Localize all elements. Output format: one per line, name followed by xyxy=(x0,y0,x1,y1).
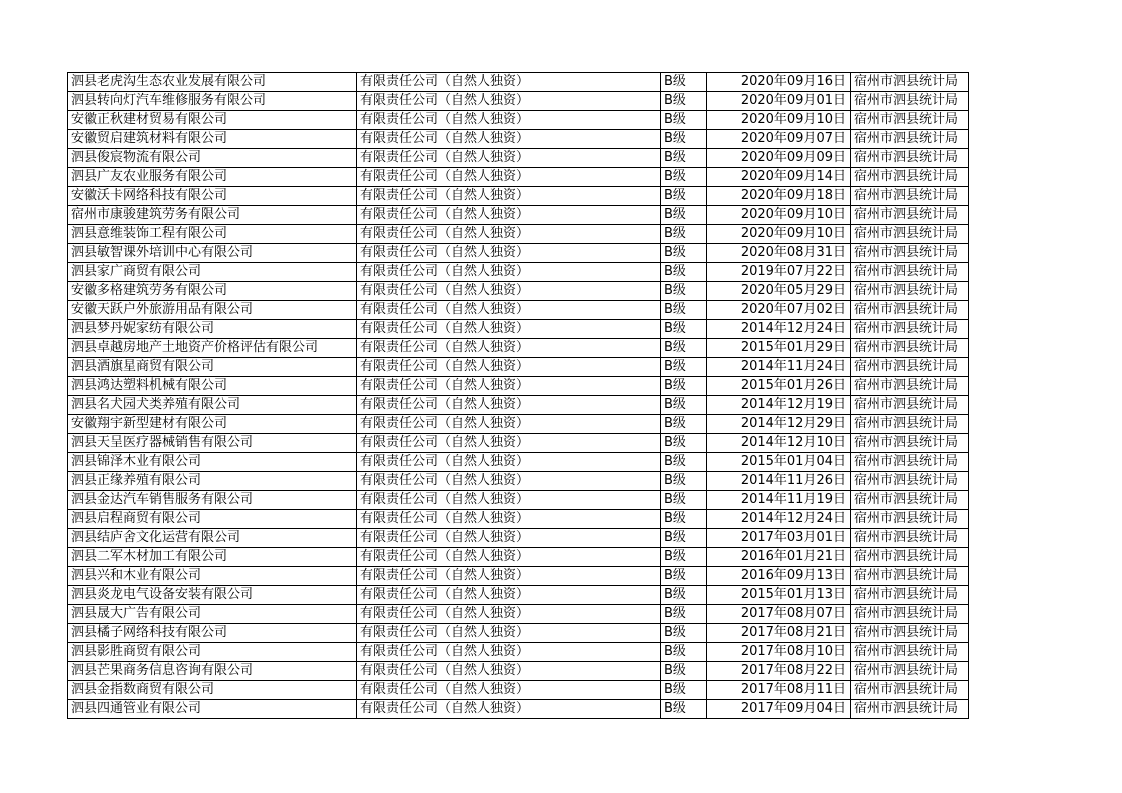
credit-grade-cell: B级 xyxy=(661,434,707,453)
authority-cell: 宿州市泗县统计局 xyxy=(851,529,969,548)
company-type-cell: 有限责任公司（自然人独资） xyxy=(357,339,661,358)
authority-cell: 宿州市泗县统计局 xyxy=(851,453,969,472)
table-row xyxy=(68,624,969,643)
credit-grade-cell: B级 xyxy=(661,187,707,206)
authority-cell: 宿州市泗县统计局 xyxy=(851,244,969,263)
date-cell: 2014年12月29日 xyxy=(707,415,851,434)
company-type-cell: 有限责任公司（自然人独资） xyxy=(357,434,661,453)
table-row xyxy=(68,187,969,206)
date-cell: 2017年08月07日 xyxy=(707,605,851,624)
authority-cell: 宿州市泗县统计局 xyxy=(851,605,969,624)
credit-grade-cell: B级 xyxy=(661,643,707,662)
credit-grade-cell: B级 xyxy=(661,168,707,187)
authority-cell: 宿州市泗县统计局 xyxy=(851,282,969,301)
company-type-cell: 有限责任公司（自然人独资） xyxy=(357,92,661,111)
table-row xyxy=(68,358,969,377)
table-row xyxy=(68,700,969,719)
company-name-cell: 泗县意维装饰工程有限公司 xyxy=(68,225,357,244)
table-row xyxy=(68,396,969,415)
authority-cell: 宿州市泗县统计局 xyxy=(851,548,969,567)
credit-grade-cell: B级 xyxy=(661,225,707,244)
credit-grade-cell: B级 xyxy=(661,700,707,719)
credit-grade-cell: B级 xyxy=(661,111,707,130)
date-cell: 2015年01月13日 xyxy=(707,586,851,605)
company-name-cell: 泗县酒旗星商贸有限公司 xyxy=(68,358,357,377)
company-type-cell: 有限责任公司（自然人独资） xyxy=(357,377,661,396)
company-name-cell: 泗县转向灯汽车维修服务有限公司 xyxy=(68,92,357,111)
company-name-cell: 泗县家广商贸有限公司 xyxy=(68,263,357,282)
table-row xyxy=(68,377,969,396)
company-name-cell: 泗县广友农业服务有限公司 xyxy=(68,168,357,187)
date-cell: 2014年11月26日 xyxy=(707,472,851,491)
authority-cell: 宿州市泗县统计局 xyxy=(851,377,969,396)
date-cell: 2020年09月10日 xyxy=(707,111,851,130)
table-row xyxy=(68,149,969,168)
authority-cell: 宿州市泗县统计局 xyxy=(851,472,969,491)
table-row xyxy=(68,567,969,586)
company-name-cell: 安徽贸启建筑材料有限公司 xyxy=(68,130,357,149)
authority-cell: 宿州市泗县统计局 xyxy=(851,130,969,149)
credit-grade-cell: B级 xyxy=(661,377,707,396)
authority-cell: 宿州市泗县统计局 xyxy=(851,168,969,187)
company-type-cell: 有限责任公司（自然人独资） xyxy=(357,643,661,662)
date-cell: 2020年09月01日 xyxy=(707,92,851,111)
date-cell: 2017年08月10日 xyxy=(707,643,851,662)
authority-cell: 宿州市泗县统计局 xyxy=(851,301,969,320)
credit-grade-cell: B级 xyxy=(661,149,707,168)
credit-grade-cell: B级 xyxy=(661,472,707,491)
table-row xyxy=(68,415,969,434)
date-cell: 2020年08月31日 xyxy=(707,244,851,263)
authority-cell: 宿州市泗县统计局 xyxy=(851,73,969,92)
authority-cell: 宿州市泗县统计局 xyxy=(851,320,969,339)
date-cell: 2020年09月10日 xyxy=(707,225,851,244)
credit-grade-cell: B级 xyxy=(661,453,707,472)
date-cell: 2020年09月14日 xyxy=(707,168,851,187)
company-name-cell: 泗县四通管业有限公司 xyxy=(68,700,357,719)
company-name-cell: 安徽多格建筑劳务有限公司 xyxy=(68,282,357,301)
date-cell: 2015年01月29日 xyxy=(707,339,851,358)
date-cell: 2015年01月26日 xyxy=(707,377,851,396)
table-row xyxy=(68,472,969,491)
authority-cell: 宿州市泗县统计局 xyxy=(851,339,969,358)
authority-cell: 宿州市泗县统计局 xyxy=(851,263,969,282)
credit-grade-cell: B级 xyxy=(661,339,707,358)
authority-cell: 宿州市泗县统计局 xyxy=(851,624,969,643)
authority-cell: 宿州市泗县统计局 xyxy=(851,206,969,225)
authority-cell: 宿州市泗县统计局 xyxy=(851,567,969,586)
authority-cell: 宿州市泗县统计局 xyxy=(851,700,969,719)
authority-cell: 宿州市泗县统计局 xyxy=(851,434,969,453)
company-name-cell: 宿州市康骏建筑劳务有限公司 xyxy=(68,206,357,225)
credit-grade-cell: B级 xyxy=(661,605,707,624)
company-name-cell: 泗县俊宸物流有限公司 xyxy=(68,149,357,168)
table-row xyxy=(68,282,969,301)
company-name-cell: 泗县锦泽木业有限公司 xyxy=(68,453,357,472)
table-row xyxy=(68,244,969,263)
company-name-cell: 泗县芒果商务信息咨询有限公司 xyxy=(68,662,357,681)
company-type-cell: 有限责任公司（自然人独资） xyxy=(357,168,661,187)
table-row xyxy=(68,73,969,92)
company-name-cell: 安徽天跃户外旅游用品有限公司 xyxy=(68,301,357,320)
authority-cell: 宿州市泗县统计局 xyxy=(851,415,969,434)
company-name-cell: 泗县梦丹妮家纺有限公司 xyxy=(68,320,357,339)
company-name-cell: 泗县鸿达塑料机械有限公司 xyxy=(68,377,357,396)
table-row xyxy=(68,339,969,358)
credit-grade-cell: B级 xyxy=(661,282,707,301)
company-type-cell: 有限责任公司（自然人独资） xyxy=(357,605,661,624)
company-type-cell: 有限责任公司（自然人独资） xyxy=(357,396,661,415)
date-cell: 2020年09月18日 xyxy=(707,187,851,206)
table-row xyxy=(68,263,969,282)
date-cell: 2014年12月19日 xyxy=(707,396,851,415)
date-cell: 2016年09月13日 xyxy=(707,567,851,586)
credit-grade-cell: B级 xyxy=(661,491,707,510)
company-type-cell: 有限责任公司（自然人独资） xyxy=(357,187,661,206)
company-name-cell: 泗县敏智课外培训中心有限公司 xyxy=(68,244,357,263)
table-row xyxy=(68,643,969,662)
credit-grade-cell: B级 xyxy=(661,320,707,339)
company-name-cell: 安徽沃卡网络科技有限公司 xyxy=(68,187,357,206)
company-type-cell: 有限责任公司（自然人独资） xyxy=(357,111,661,130)
date-cell: 2019年07月22日 xyxy=(707,263,851,282)
company-type-cell: 有限责任公司（自然人独资） xyxy=(357,624,661,643)
date-cell: 2017年08月22日 xyxy=(707,662,851,681)
authority-cell: 宿州市泗县统计局 xyxy=(851,111,969,130)
credit-grade-cell: B级 xyxy=(661,358,707,377)
company-type-cell: 有限责任公司（自然人独资） xyxy=(357,548,661,567)
company-name-cell: 泗县炎龙电气设备安装有限公司 xyxy=(68,586,357,605)
date-cell: 2017年08月21日 xyxy=(707,624,851,643)
table-row xyxy=(68,510,969,529)
authority-cell: 宿州市泗县统计局 xyxy=(851,662,969,681)
authority-cell: 宿州市泗县统计局 xyxy=(851,510,969,529)
date-cell: 2020年09月10日 xyxy=(707,206,851,225)
authority-cell: 宿州市泗县统计局 xyxy=(851,586,969,605)
company-name-cell: 泗县金指数商贸有限公司 xyxy=(68,681,357,700)
company-name-cell: 泗县晟大广告有限公司 xyxy=(68,605,357,624)
credit-grade-cell: B级 xyxy=(661,624,707,643)
table-row xyxy=(68,92,969,111)
company-type-cell: 有限责任公司（自然人独资） xyxy=(357,662,661,681)
date-cell: 2014年11月24日 xyxy=(707,358,851,377)
company-type-cell: 有限责任公司（自然人独资） xyxy=(357,681,661,700)
table-row xyxy=(68,586,969,605)
table-row xyxy=(68,662,969,681)
company-type-cell: 有限责任公司（自然人独资） xyxy=(357,244,661,263)
table-row xyxy=(68,605,969,624)
credit-grade-cell: B级 xyxy=(661,263,707,282)
credit-grade-cell: B级 xyxy=(661,92,707,111)
credit-grade-cell: B级 xyxy=(661,586,707,605)
table-row xyxy=(68,130,969,149)
table-row xyxy=(68,320,969,339)
date-cell: 2014年11月19日 xyxy=(707,491,851,510)
company-type-cell: 有限责任公司（自然人独资） xyxy=(357,225,661,244)
company-name-cell: 泗县二军木材加工有限公司 xyxy=(68,548,357,567)
table-row xyxy=(68,453,969,472)
date-cell: 2020年09月16日 xyxy=(707,73,851,92)
company-type-cell: 有限责任公司（自然人独资） xyxy=(357,263,661,282)
credit-rating-table xyxy=(67,72,969,719)
authority-cell: 宿州市泗县统计局 xyxy=(851,149,969,168)
company-type-cell: 有限责任公司（自然人独资） xyxy=(357,282,661,301)
company-name-cell: 泗县天呈医疗器械销售有限公司 xyxy=(68,434,357,453)
company-name-cell: 泗县金达汽车销售服务有限公司 xyxy=(68,491,357,510)
company-type-cell: 有限责任公司（自然人独资） xyxy=(357,73,661,92)
credit-grade-cell: B级 xyxy=(661,73,707,92)
company-name-cell: 泗县兴和木业有限公司 xyxy=(68,567,357,586)
credit-grade-cell: B级 xyxy=(661,662,707,681)
company-name-cell: 泗县正缘养殖有限公司 xyxy=(68,472,357,491)
date-cell: 2017年09月04日 xyxy=(707,700,851,719)
company-name-cell: 泗县卓越房地产土地资产价格评估有限公司 xyxy=(68,339,357,358)
company-name-cell: 安徽正秋建材贸易有限公司 xyxy=(68,111,357,130)
company-type-cell: 有限责任公司（自然人独资） xyxy=(357,415,661,434)
date-cell: 2017年03月01日 xyxy=(707,529,851,548)
date-cell: 2017年08月11日 xyxy=(707,681,851,700)
credit-grade-cell: B级 xyxy=(661,567,707,586)
date-cell: 2020年05月29日 xyxy=(707,282,851,301)
company-type-cell: 有限责任公司（自然人独资） xyxy=(357,472,661,491)
company-type-cell: 有限责任公司（自然人独资） xyxy=(357,510,661,529)
company-type-cell: 有限责任公司（自然人独资） xyxy=(357,206,661,225)
authority-cell: 宿州市泗县统计局 xyxy=(851,358,969,377)
company-type-cell: 有限责任公司（自然人独资） xyxy=(357,453,661,472)
table-row xyxy=(68,491,969,510)
company-name-cell: 安徽翔宇新型建材有限公司 xyxy=(68,415,357,434)
authority-cell: 宿州市泗县统计局 xyxy=(851,643,969,662)
company-type-cell: 有限责任公司（自然人独资） xyxy=(357,586,661,605)
date-cell: 2020年09月07日 xyxy=(707,130,851,149)
company-type-cell: 有限责任公司（自然人独资） xyxy=(357,149,661,168)
company-name-cell: 泗县橘子网络科技有限公司 xyxy=(68,624,357,643)
authority-cell: 宿州市泗县统计局 xyxy=(851,187,969,206)
table-row xyxy=(68,548,969,567)
table-body xyxy=(68,73,969,719)
company-type-cell: 有限责任公司（自然人独资） xyxy=(357,130,661,149)
authority-cell: 宿州市泗县统计局 xyxy=(851,92,969,111)
authority-cell: 宿州市泗县统计局 xyxy=(851,225,969,244)
company-name-cell: 泗县影胜商贸有限公司 xyxy=(68,643,357,662)
credit-grade-cell: B级 xyxy=(661,301,707,320)
date-cell: 2014年12月24日 xyxy=(707,320,851,339)
company-type-cell: 有限责任公司（自然人独资） xyxy=(357,529,661,548)
table-row xyxy=(68,225,969,244)
company-name-cell: 泗县老虎沟生态农业发展有限公司 xyxy=(68,73,357,92)
authority-cell: 宿州市泗县统计局 xyxy=(851,681,969,700)
company-name-cell: 泗县结庐舍文化运营有限公司 xyxy=(68,529,357,548)
credit-grade-cell: B级 xyxy=(661,548,707,567)
authority-cell: 宿州市泗县统计局 xyxy=(851,491,969,510)
table-row xyxy=(68,529,969,548)
company-type-cell: 有限责任公司（自然人独资） xyxy=(357,491,661,510)
table-row xyxy=(68,434,969,453)
company-type-cell: 有限责任公司（自然人独资） xyxy=(357,358,661,377)
date-cell: 2016年01月21日 xyxy=(707,548,851,567)
table-row xyxy=(68,111,969,130)
company-name-cell: 泗县名犬园犬类养殖有限公司 xyxy=(68,396,357,415)
credit-grade-cell: B级 xyxy=(661,130,707,149)
credit-grade-cell: B级 xyxy=(661,206,707,225)
credit-grade-cell: B级 xyxy=(661,244,707,263)
company-type-cell: 有限责任公司（自然人独资） xyxy=(357,320,661,339)
date-cell: 2020年07月02日 xyxy=(707,301,851,320)
company-type-cell: 有限责任公司（自然人独资） xyxy=(357,567,661,586)
table-row xyxy=(68,206,969,225)
date-cell: 2015年01月04日 xyxy=(707,453,851,472)
date-cell: 2014年12月24日 xyxy=(707,510,851,529)
credit-grade-cell: B级 xyxy=(661,529,707,548)
table-row xyxy=(68,681,969,700)
date-cell: 2014年12月10日 xyxy=(707,434,851,453)
credit-grade-cell: B级 xyxy=(661,681,707,700)
table-row xyxy=(68,301,969,320)
company-type-cell: 有限责任公司（自然人独资） xyxy=(357,700,661,719)
credit-grade-cell: B级 xyxy=(661,415,707,434)
company-name-cell: 泗县启程商贸有限公司 xyxy=(68,510,357,529)
credit-grade-cell: B级 xyxy=(661,396,707,415)
table-row xyxy=(68,168,969,187)
authority-cell: 宿州市泗县统计局 xyxy=(851,396,969,415)
company-type-cell: 有限责任公司（自然人独资） xyxy=(357,301,661,320)
credit-grade-cell: B级 xyxy=(661,510,707,529)
date-cell: 2020年09月09日 xyxy=(707,149,851,168)
